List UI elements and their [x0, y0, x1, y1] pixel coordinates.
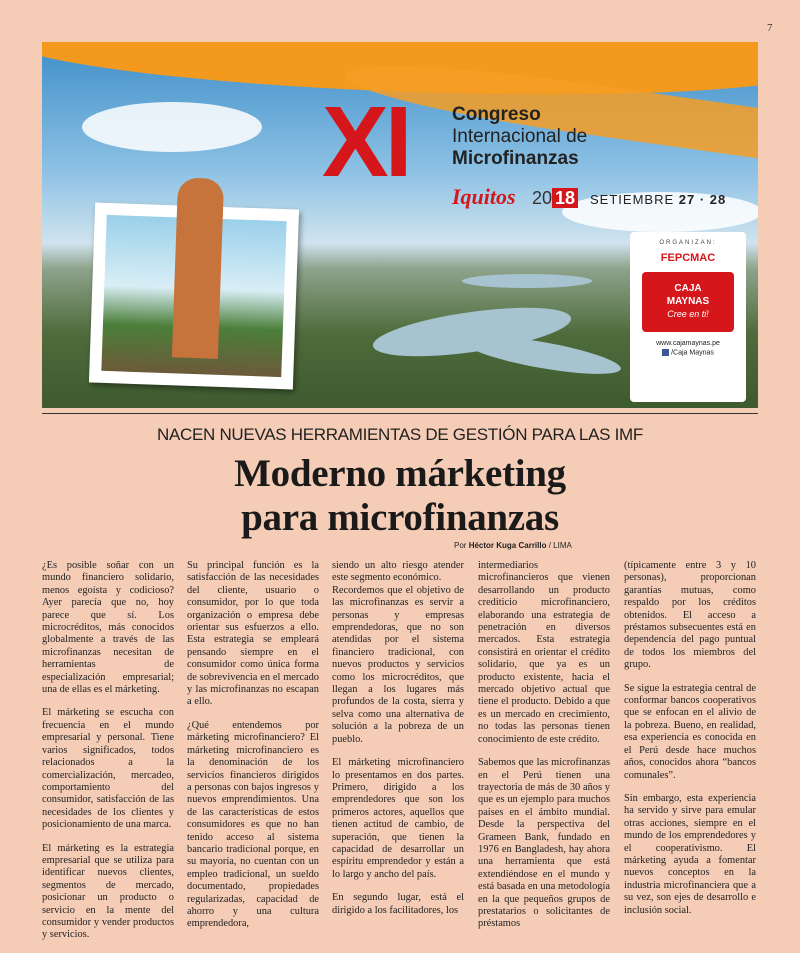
iquitos-photo	[89, 202, 299, 389]
facebook-handle: /Caja Maynas	[671, 349, 714, 357]
paragraph: siendo un alto riesgo atender este segmento económico.	[332, 560, 464, 584]
event-banner	[42, 42, 758, 408]
title-line: Internacional de	[452, 126, 588, 147]
paragraph: Recordemos que el objetivo de las microfinanzas es servir a personas y empresas emprendedoras, que no son atendidas por el sistema financiero tradicional, con nuevos productos y servicios como los microcréditos, que llegan a los lugares más profundos de la costa, sierra y selva como una alternativa de solución a la pobreza de un pueblo.	[332, 584, 464, 745]
paragraph: Sabemos que las microfinanzas en el Perú tienen una trayectoria de más de 30 años y que es un ejemplo para muchos países en el ámbito mundial. Desde la perspectiva del Grameen Bank, fundado en 1976 en Bangladesh, hay ahora una herramienta que está extendiéndose en el mundo y está basada en una metodología en la que pequeños grupos de prestatarios o solicitantes de préstamos	[478, 757, 610, 930]
byline	[454, 541, 572, 550]
headline-line: Moderno márketing	[234, 452, 566, 495]
title-line: Microfinanzas	[452, 148, 579, 169]
facebook-link[interactable]	[630, 349, 746, 356]
page-number: 7	[767, 22, 773, 34]
article-kicker: NACEN NUEVAS HERRAMIENTAS DE GESTIÓN PARA LAS IMF	[157, 425, 643, 444]
paragraph: ¿Es posible soñar con un mundo financiero solidario, menos egoísta y codicioso? Ayer parecía que no, hoy parece que sí. Los microcréditos, más conocidos globalmente a través de las microfinanzas necesitan de herramientas de especialización empresarial; una de ellas es el márketing.	[42, 560, 174, 696]
article-column-3	[332, 560, 464, 928]
caja-logo-line: CAJA	[674, 283, 702, 294]
river	[462, 274, 592, 288]
paragraph: Se sigue la estrategia central de conformar bancos cooperativos que se enfocan en el alivio de la pobreza. Bueno, en realidad, esa experiencia es conocida en el Perú desde hace muchos años, conocidos ahora “bancos comunales”.	[624, 682, 756, 781]
byline-author: Héctor Kuga Carrillo	[468, 541, 547, 550]
divider	[42, 413, 758, 414]
facebook-icon	[662, 349, 669, 356]
sponsors-panel	[630, 232, 746, 402]
congress-title	[314, 86, 754, 242]
cloud	[82, 102, 262, 152]
paragraph: ¿Qué entendemos por márketing microfinanciero? El márketing microfinanciero es la denominación de los servicios financieros dirigidos a personas con bajos ingresos y nuevos emprendimientos. Una de las características de estos consumidores es que no han tenido acceso al sistema bancario tradicional porque, en su mayoría, no cuentan con un empleo tradicional, un sueldo documentado, propiedades regularizadas, capacidad de ahorro y una cultura emprendedora,	[187, 719, 319, 930]
paragraph: En segundo lugar, está el dirigido a los facilitadores, los	[332, 892, 464, 916]
year-prefix: 20	[532, 188, 553, 208]
date-days: 27 · 28	[678, 192, 727, 207]
event-year	[532, 188, 578, 209]
paragraph: El márketing es la estrategia empresarial que se utiliza para identificar nuevos clientes, segmentos de mercado, posicionar un producto o servicio en la mente del consumidor y vender productos y servicios.	[42, 842, 174, 941]
article-column-4	[478, 560, 610, 942]
paragraph: El márketing se escucha con frecuencia en el mundo empresarial y personal. Tiene varios significados, todos relacionados a la comercialización, mercadeo, comportamiento del consumidor, satisfacción de las necesidades de los clientes y posicionamiento de una marca.	[42, 707, 174, 831]
congress-name	[452, 104, 587, 170]
paragraph: (típicamente entre 3 y 10 personas), proporcionan garantías mutuas, como respaldo por los créditos obtenidos. El acceso a préstamos subsecuentes está en dependencia del pago puntual de todos los miembros del grupo.	[624, 560, 756, 671]
paragraph: El márketing microfinanciero lo presentamos en dos partes. Primero, dirigido a los emprendedores que son los primeros actores, aquellos que tienen actitud de cambio, de superación, que tienen la capacidad de desarrollar un espíritu emprendedor y están a lo largo y ancho del país.	[332, 757, 464, 880]
caja-logo-line: MAYNAS	[666, 296, 710, 307]
date-month: SETIEMBRE	[590, 192, 675, 207]
city-name: Iquitos	[452, 184, 516, 209]
article-headline	[42, 452, 758, 540]
paragraph: Su principal función es la satisfacción de las necesidades del cliente, usuario o consumidor, por lo que toda organización o empresa debe orientar sus esfuerzos a ello. Esta estrategia se empleará pensando siempre en el consumidor como única forma de sobrevivencia en el mercado y las microfinanzas no escapan a ello.	[187, 560, 319, 708]
article-column-5	[624, 560, 756, 928]
church-tower	[172, 177, 224, 358]
paragraph: Sin embargo, esta experiencia ha servido y sirve para emular otras acciones, siempre en el mundo de los emprendedores y el cooperativismo. El márketing ayuda a fomentar nuevos conceptos en la industria microfinanciera que a su vez, son ejes de desarrollo e inclusión social.	[624, 792, 756, 916]
paragraph: intermediarios microfinancieros que vienen desarrollando un producto crediticio microfinanciero, elaborando una estrategia de penetración en diversos mercados. Esta estrategia consistirá en orientar el crédito solidario, que ya es un producto existente, hacia el mercado objetivo actual que tiene el producto. Debido a que es un mercado en crecimiento, no todas las personas tienen conocimiento de este crédito.	[478, 560, 610, 745]
roman-numeral: XI	[322, 86, 409, 198]
byline-prefix: Por	[454, 541, 467, 550]
organizers-label: ORGANIZAN:	[659, 240, 717, 246]
byline-place: / LIMA	[548, 541, 572, 550]
fepcmac-logo: FEPCMAC	[660, 252, 716, 264]
event-date	[590, 192, 726, 207]
year-suffix: 18	[552, 188, 578, 208]
website-link[interactable]: www.cajamaynas.pe	[656, 340, 720, 347]
headline-line: para microfinanzas	[241, 496, 559, 539]
article-column-1	[42, 560, 174, 953]
article-column-2	[187, 560, 319, 942]
caja-maynas-logo	[642, 272, 734, 332]
caja-slogan: Cree en ti!	[667, 309, 709, 319]
title-line: Congreso	[452, 104, 541, 125]
photo-image	[101, 215, 286, 377]
